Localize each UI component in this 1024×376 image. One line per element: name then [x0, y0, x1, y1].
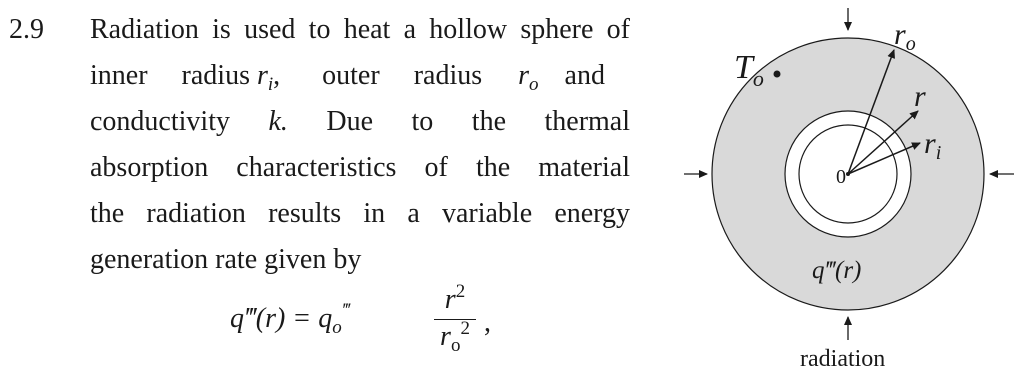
word-inner: inner — [90, 60, 148, 91]
word-radius-2: radius — [413, 60, 483, 91]
fraction-denominator: $r_o^2$ — [440, 318, 470, 356]
word-thermal: thermal — [544, 106, 631, 137]
center-point — [846, 172, 850, 176]
label-ri: $r_i$ — [924, 127, 942, 164]
word-the: the — [471, 106, 507, 137]
label-radiation: radiation — [800, 346, 886, 372]
label-center: 0 — [836, 166, 846, 188]
To-marker-dot — [774, 71, 781, 78]
word-conductivity: conductivity — [90, 106, 230, 137]
comma-1: , — [273, 60, 281, 91]
problem-number: 2.9 — [9, 14, 44, 45]
text-line-6-content: generation rate given by — [90, 244, 362, 275]
var-ro: $r_o$ — [518, 60, 539, 95]
text-line-5-content: the radiation results in a variable energy — [90, 198, 630, 229]
equation-lhs: q‴(r) = $q_o^‴$ — [230, 300, 350, 338]
word-due: Due — [326, 106, 374, 137]
word-to: to — [411, 106, 434, 137]
word-radius-1: radius — [181, 60, 250, 91]
var-k: k. — [268, 106, 288, 137]
label-To: $T_o$ — [734, 49, 764, 91]
text-line-1-content: Radiation is used to heat a hollow sphere of — [90, 14, 630, 45]
word-and: and — [564, 60, 605, 91]
label-r: r — [914, 80, 926, 113]
text-line-4-content: absorption characteristics of the material — [90, 152, 630, 183]
label-ro: $r_o$ — [894, 18, 916, 55]
label-generation: q‴(r) — [812, 257, 862, 284]
equation-comma: , — [484, 307, 491, 338]
fraction-numerator: $r^2$ — [444, 281, 466, 315]
var-ri: $r_i$ — [256, 60, 274, 95]
word-outer: outer — [322, 60, 380, 91]
